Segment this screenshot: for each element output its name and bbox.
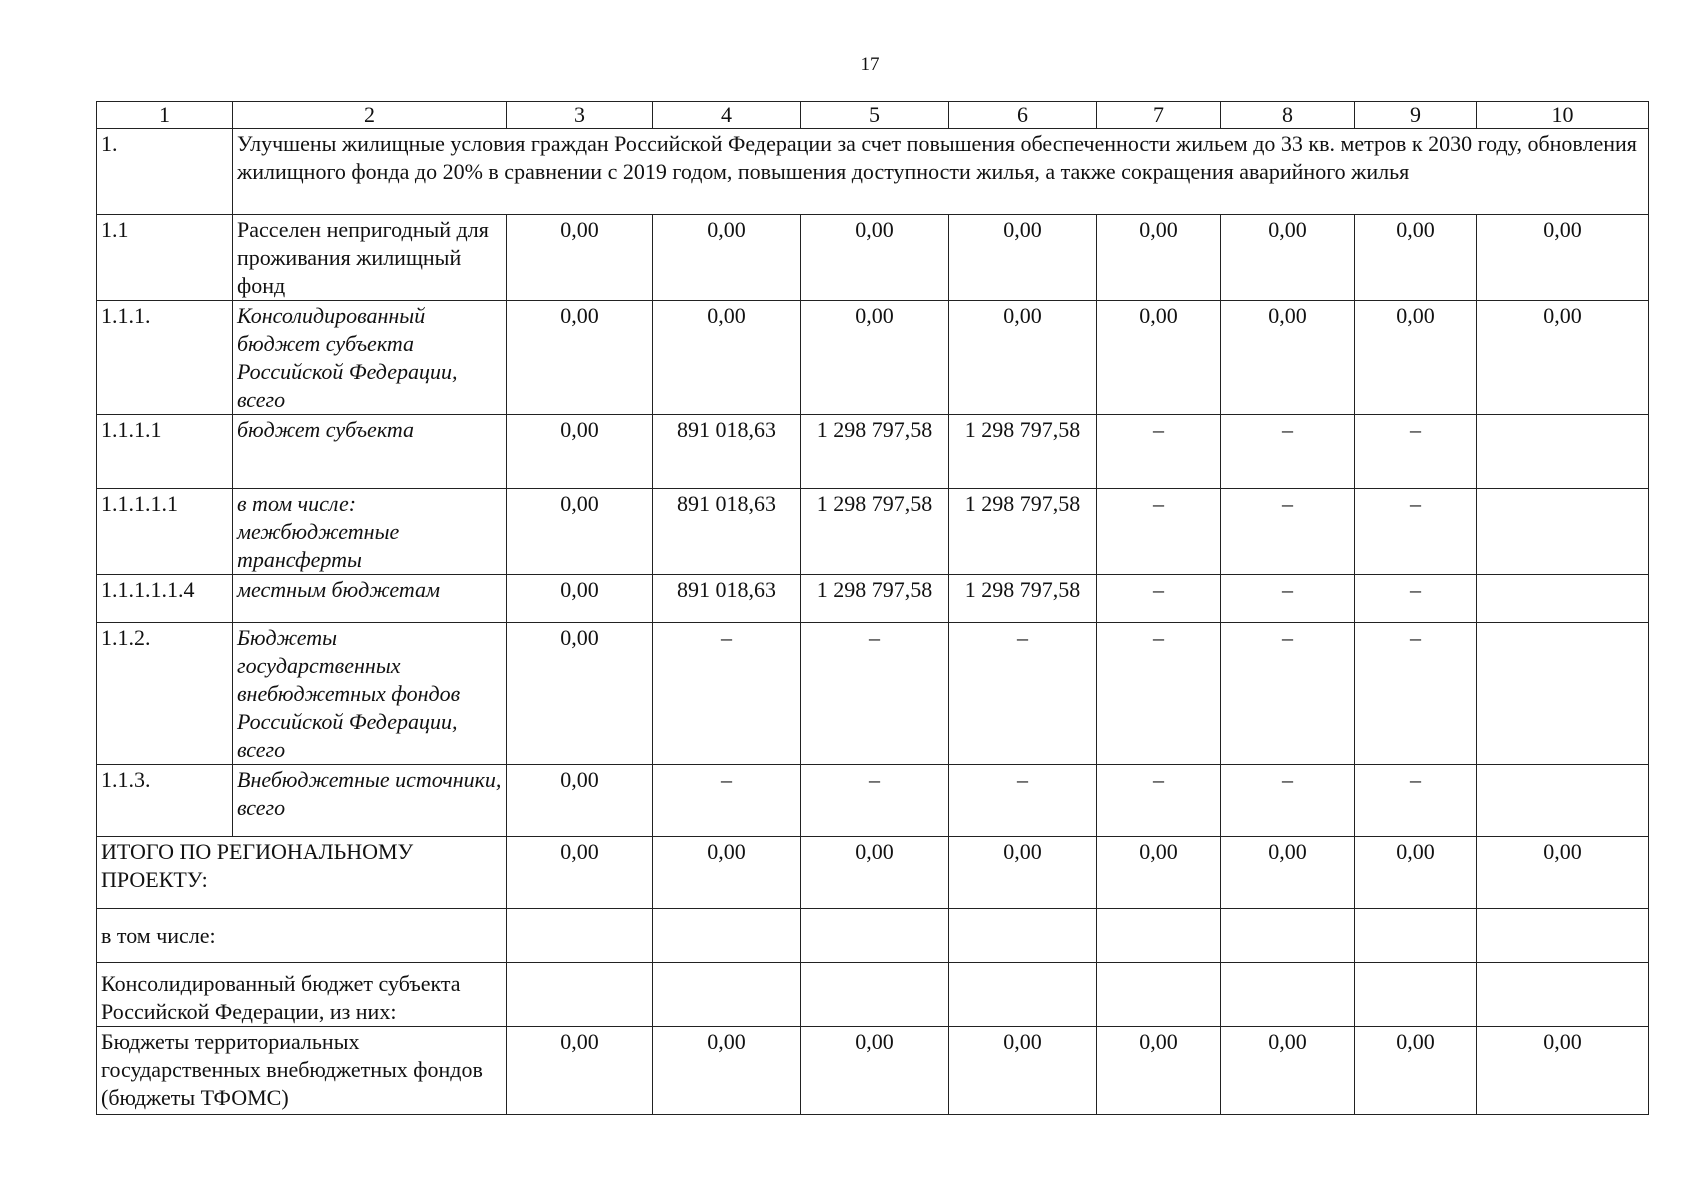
value-cell: – [1221,575,1355,623]
total-label: Консолидированный бюджет субъекта Российской Федерации, из них: [97,963,507,1027]
value-cell: 0,00 [801,837,949,909]
column-header: 5 [801,102,949,129]
column-header: 2 [233,102,507,129]
value-cell: 0,00 [801,215,949,301]
value-cell: 0,00 [507,215,653,301]
value-cell: 0,00 [507,837,653,909]
value-cell: – [1355,623,1477,765]
value-cell: – [1355,415,1477,489]
column-header: 6 [949,102,1097,129]
total-label: ИТОГО ПО РЕГИОНАЛЬНОМУ ПРОЕКТУ: [97,837,507,909]
value-cell [1097,909,1221,963]
value-cell: 891 018,63 [653,575,801,623]
value-cell: – [1097,623,1221,765]
value-cell [1355,963,1477,1027]
value-cell: 0,00 [507,575,653,623]
value-cell: – [1097,415,1221,489]
value-cell: – [1221,623,1355,765]
value-cell: 1 298 797,58 [801,415,949,489]
value-cell: – [1221,765,1355,837]
row-id: 1.1 [97,215,233,301]
value-cell: 891 018,63 [653,489,801,575]
value-cell: 0,00 [653,215,801,301]
row-name: Внебюджетные источники, всего [233,765,507,837]
total-row [97,963,1649,1027]
value-cell [1097,963,1221,1027]
value-cell: 0,00 [801,1027,949,1115]
table-row [97,301,1649,415]
table-row [97,415,1649,489]
value-cell [1477,963,1649,1027]
value-cell: 0,00 [507,301,653,415]
row-id: 1.1.1.1.1.4 [97,575,233,623]
value-cell: 0,00 [507,1027,653,1115]
value-cell: – [1355,489,1477,575]
value-cell [1477,489,1649,575]
value-cell [801,963,949,1027]
value-cell: 0,00 [507,623,653,765]
column-header: 7 [1097,102,1221,129]
value-cell: 0,00 [507,489,653,575]
value-cell [1221,963,1355,1027]
value-cell: 1 298 797,58 [801,575,949,623]
value-cell: – [949,765,1097,837]
value-cell: 0,00 [1355,1027,1477,1115]
value-cell: 0,00 [1221,301,1355,415]
value-cell: 0,00 [1097,301,1221,415]
value-cell: 0,00 [653,837,801,909]
value-cell [1477,623,1649,765]
value-cell: 0,00 [653,301,801,415]
total-row [97,909,1649,963]
row-name: бюджет субъекта [233,415,507,489]
value-cell [653,909,801,963]
table-row [97,215,1649,301]
value-cell: 1 298 797,58 [949,415,1097,489]
value-cell: 0,00 [1355,837,1477,909]
value-cell: 891 018,63 [653,415,801,489]
table-row [97,623,1649,765]
value-cell: – [653,765,801,837]
table-row [97,489,1649,575]
value-cell: 0,00 [801,301,949,415]
value-cell: 0,00 [949,837,1097,909]
value-cell: 0,00 [1221,1027,1355,1115]
value-cell [1221,909,1355,963]
row-name: Расселен непригодный для проживания жилищный фонд [233,215,507,301]
value-cell [949,963,1097,1027]
goal-id: 1. [97,129,233,215]
total-label: Бюджеты территориальных государственных внебюджетных фондов (бюджеты ТФОМС) [97,1027,507,1115]
value-cell [507,909,653,963]
value-cell: – [653,623,801,765]
value-cell: 0,00 [1097,1027,1221,1115]
value-cell: – [1221,415,1355,489]
table-row [97,765,1649,837]
row-id: 1.1.1. [97,301,233,415]
value-cell: 1 298 797,58 [801,489,949,575]
column-header: 3 [507,102,653,129]
column-header: 9 [1355,102,1477,129]
row-name: в том числе: межбюджетные трансферты [233,489,507,575]
value-cell: 0,00 [1355,215,1477,301]
value-cell: – [1097,489,1221,575]
column-header: 10 [1477,102,1649,129]
row-id: 1.1.1.1.1 [97,489,233,575]
value-cell [1477,415,1649,489]
value-cell: 0,00 [1477,301,1649,415]
value-cell [1477,765,1649,837]
value-cell: 0,00 [1355,301,1477,415]
value-cell: 1 298 797,58 [949,489,1097,575]
row-name: Консолидированный бюджет субъекта Российской Федерации, всего [233,301,507,415]
value-cell: 1 298 797,58 [949,575,1097,623]
budget-table [96,101,1649,1115]
row-id: 1.1.1.1 [97,415,233,489]
column-header: 1 [97,102,233,129]
value-cell: – [1221,489,1355,575]
column-header: 4 [653,102,801,129]
value-cell: 0,00 [1097,837,1221,909]
row-id: 1.1.3. [97,765,233,837]
value-cell [1355,909,1477,963]
value-cell: – [801,623,949,765]
value-cell [653,963,801,1027]
value-cell: 0,00 [653,1027,801,1115]
column-header: 8 [1221,102,1355,129]
value-cell: 0,00 [507,415,653,489]
value-cell: – [1097,575,1221,623]
value-cell: 0,00 [1221,215,1355,301]
table-row [97,575,1649,623]
value-cell [801,909,949,963]
row-name: Бюджеты государственных внебюджетных фондов Российской Федерации, всего [233,623,507,765]
value-cell: – [1355,575,1477,623]
value-cell: 0,00 [949,215,1097,301]
value-cell: 0,00 [1221,837,1355,909]
value-cell: – [801,765,949,837]
value-cell [949,909,1097,963]
total-label: в том числе: [97,909,507,963]
value-cell: – [1355,765,1477,837]
value-cell: 0,00 [949,1027,1097,1115]
value-cell [507,963,653,1027]
total-row [97,837,1649,909]
total-row [97,1027,1649,1115]
value-cell: 0,00 [1477,837,1649,909]
column-number-row [97,102,1649,129]
page-number: 17 [860,54,880,75]
goal-text: Улучшены жилищные условия граждан Российской Федерации за счет повышения обеспеченности жильем до 33 кв. метров к 2030 году, обновления жилищного фонда до 20% в сравнении с 2019 годом, повышения доступности жилья, а также сокращения аварийного жилья [233,129,1649,215]
value-cell: – [949,623,1097,765]
value-cell: 0,00 [1477,215,1649,301]
value-cell [1477,575,1649,623]
value-cell: 0,00 [507,765,653,837]
row-name: местным бюджетам [233,575,507,623]
value-cell [1477,909,1649,963]
value-cell: 0,00 [1097,215,1221,301]
value-cell: 0,00 [949,301,1097,415]
row-id: 1.1.2. [97,623,233,765]
value-cell: – [1097,765,1221,837]
value-cell: 0,00 [1477,1027,1649,1115]
goal-row [97,129,1649,215]
